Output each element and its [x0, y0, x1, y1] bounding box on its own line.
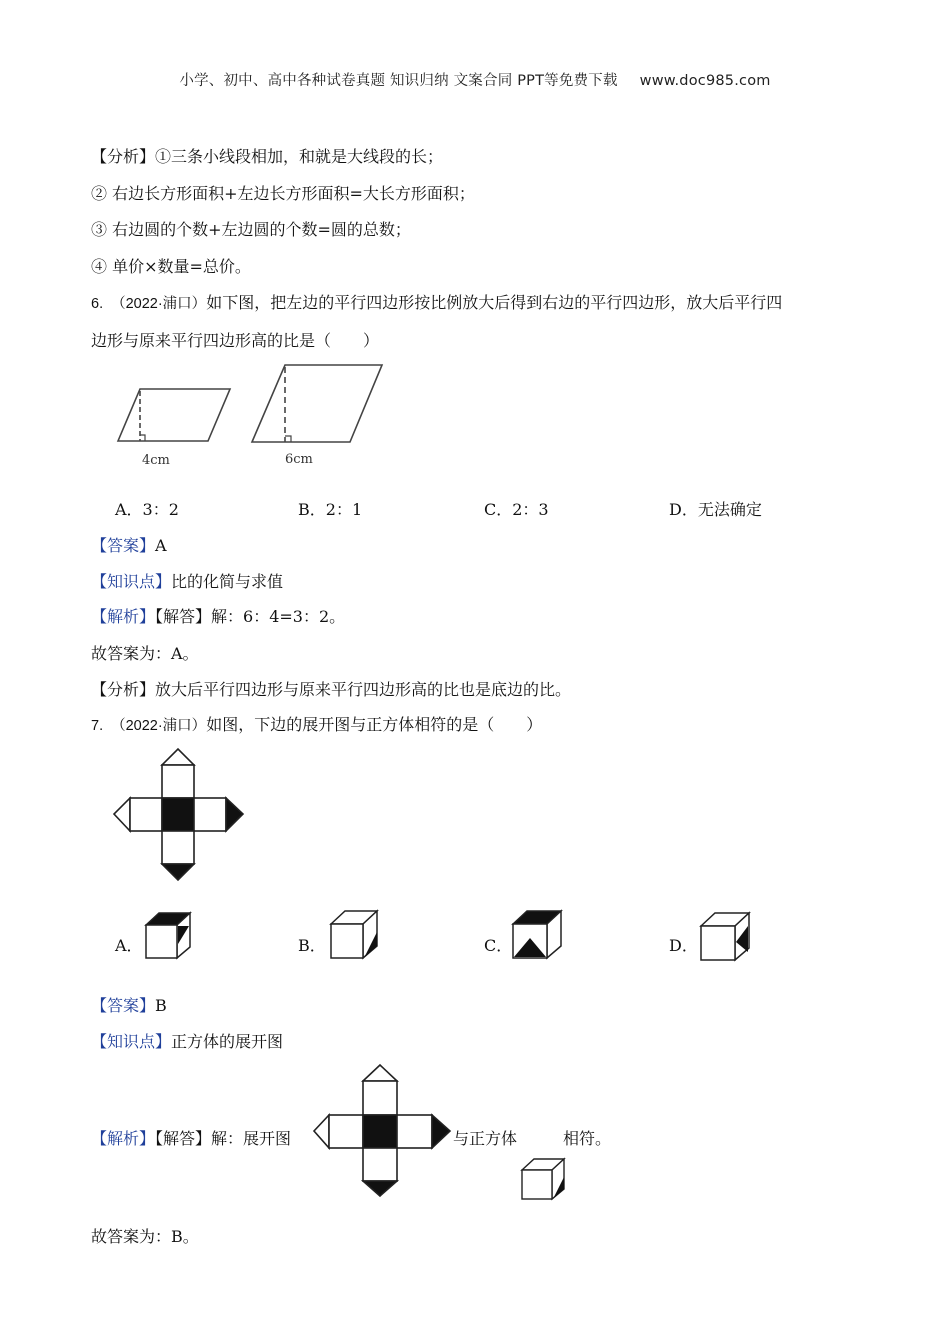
q6-stem-line-1: 6. （2022·浦口）如下图，把左边的平行四边形按比例放大后得到右边的平行四边形，放大后平行四: [91, 293, 783, 312]
page-header: [0, 69, 950, 90]
q7-number: 7.: [91, 718, 104, 734]
q6-option-b[interactable]: B．2：1: [298, 500, 363, 519]
q7-stem: 7. （2022·浦口）如图，下边的展开图与正方体相符的是（ ）: [91, 715, 543, 734]
q6-label-4cm: 4cm: [142, 453, 170, 468]
q6-source: （2022·浦口）: [111, 296, 207, 312]
q7-explanation-mid: 与正方体: [453, 1129, 518, 1148]
q7-conclusion: 故答案为：B。: [91, 1227, 199, 1246]
q6-figure-large-parallelogram: [245, 360, 390, 470]
analysis-line-3: ③ 右边圆的个数+左边圆的个数=圆的总数；: [91, 220, 411, 239]
q7-option-b[interactable]: B．: [298, 936, 326, 955]
q6-stem-line-2: 边形与原来平行四边形高的比是（ ）: [91, 331, 380, 350]
q6-number: 6.: [91, 296, 104, 312]
q7-source: （2022·浦口）: [111, 718, 207, 734]
header-title: 小学、初中、高中各种试卷真题 知识归纳 文案合同 PPT等免费下载: [179, 73, 618, 89]
analysis-line-1: 【分析】①三条小线段相加，和就是大线段的长；: [91, 147, 444, 166]
q6-knowledge-point: 【知识点】比的化简与求值: [91, 572, 284, 591]
q7-explanation-end: 相符。: [563, 1129, 612, 1148]
q6-figure-small-parallelogram: [110, 385, 240, 470]
q7-option-c[interactable]: C．: [484, 936, 513, 955]
q6-answer: 【答案】A: [91, 536, 167, 555]
q7-cube-net-figure: [113, 748, 248, 883]
q7-explanation: 【解析】【解答】解：展开图: [91, 1129, 292, 1148]
q6-option-c[interactable]: C．2：3: [484, 500, 549, 519]
q7-option-d-cube[interactable]: [701, 912, 751, 962]
q7-explanation-cube: [522, 1158, 568, 1202]
analysis-tag: 【分析】: [91, 147, 156, 166]
q7-option-d[interactable]: D．: [669, 936, 698, 955]
q6-option-d[interactable]: D．无法确定: [669, 500, 762, 519]
q6-explanation: 【解析】【解答】解：6：4=3：2。: [91, 607, 346, 626]
q6-option-a[interactable]: A．3：2: [115, 500, 179, 519]
q7-option-b-cube[interactable]: [331, 910, 379, 960]
q6-conclusion: 故答案为：A。: [91, 644, 199, 663]
q7-explanation-net-figure: [313, 1064, 453, 1198]
analysis-line-2: ② 右边长方形面积+左边长方形面积=大长方形面积；: [91, 184, 475, 203]
q7-answer: 【答案】B: [91, 996, 167, 1015]
q7-knowledge-point: 【知识点】正方体的展开图: [91, 1032, 284, 1051]
q7-option-a[interactable]: A．: [115, 936, 143, 955]
q6-label-6cm: 6cm: [285, 452, 313, 467]
analysis-line-4: ④ 单价×数量=总价。: [91, 257, 251, 276]
header-url: www.doc985.com: [639, 73, 771, 89]
q7-option-a-cube[interactable]: [146, 912, 192, 960]
q7-option-c-cube[interactable]: [513, 910, 563, 960]
q6-analysis: 【分析】放大后平行四边形与原来平行四边形高的比也是底边的比。: [91, 680, 572, 699]
